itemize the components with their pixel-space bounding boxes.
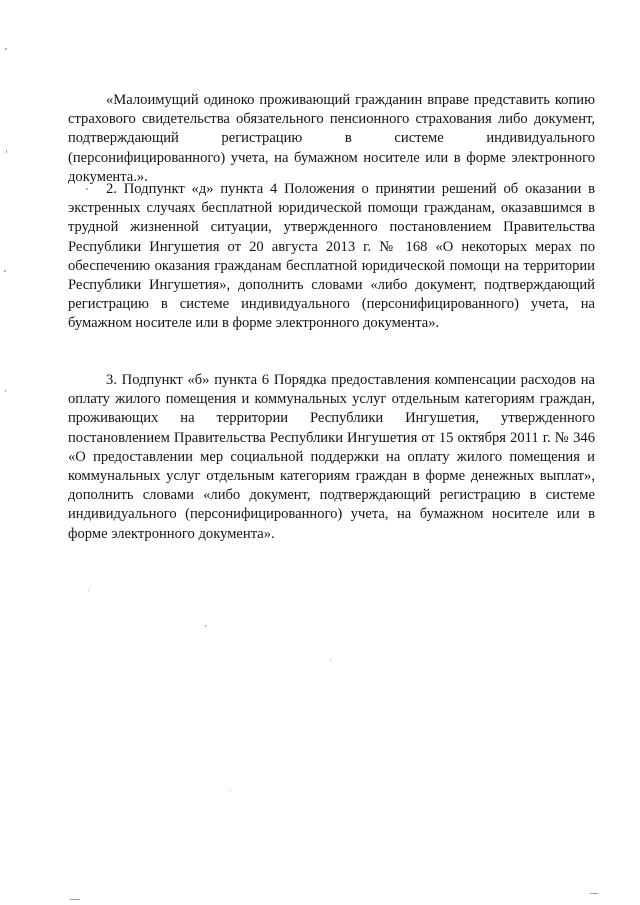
scan-speck	[230, 790, 231, 791]
scan-speck	[5, 48, 7, 50]
paragraph-block-3	[68, 371, 595, 544]
paragraph-block-1	[68, 91, 595, 187]
scan-speck	[590, 893, 598, 894]
paragraph-item-2: 2. Подпункт «д» пункта 4 Положения о принятии решений об оказании в экстренных случаях бесплатной юридической помощи гражданам, оказавшимся в трудной жизненной ситуации, утвержденного постановлением Правительства Республики Ингушетия от 20 августа 2013 г. № 168 «О некоторых мерах по обеспечению оказания гражданам бесплатной юридической помощи на территории Республики Ингушетия», дополнить словами «либо документ, подтверждающий регистрацию в системе индивидуального (персонифицированного) учета, на бумажном носителе или в форме электронного документа».	[68, 181, 595, 332]
scan-speck	[4, 270, 6, 272]
scan-speck	[330, 660, 331, 661]
scan-speck	[86, 188, 88, 190]
scan-speck	[88, 590, 89, 591]
scan-speck	[5, 390, 6, 392]
scan-speck	[6, 150, 7, 153]
scan-speck	[70, 899, 80, 900]
paragraph-item-3: 3. Подпункт «б» пункта 6 Порядка предоставления компенсации расходов на оплату жилого помещения и коммунальных услуг отдельным категориям граждан, проживающих на территории Республики Ингушетия, утвержденного постановлением Правительства Республики Ингушетия от 15 октября 2011 г. № 346 «О предоставлении мер социальной поддержки на оплату жилого помещения и коммунальных услуг отдельным категориям граждан в форме денежных выплат», дополнить словами «либо документ, подтверждающий регистрацию в системе индивидуального (персонифицированного) учета, на бумажном носителе или в форме электронного документа».	[68, 372, 595, 542]
paragraph-quote-poor-citizen: «Малоимущий одиноко проживающий гражданин вправе представить копию страхового свидетельства обязательного пенсионного страхования либо документ, подтверждающий регистрацию в системе индивидуального (персонифицированного) учета, на бумажном носителе или в форме электронного документа.».	[68, 92, 595, 185]
paragraph-block-2	[68, 180, 595, 334]
scan-speck	[205, 625, 206, 627]
